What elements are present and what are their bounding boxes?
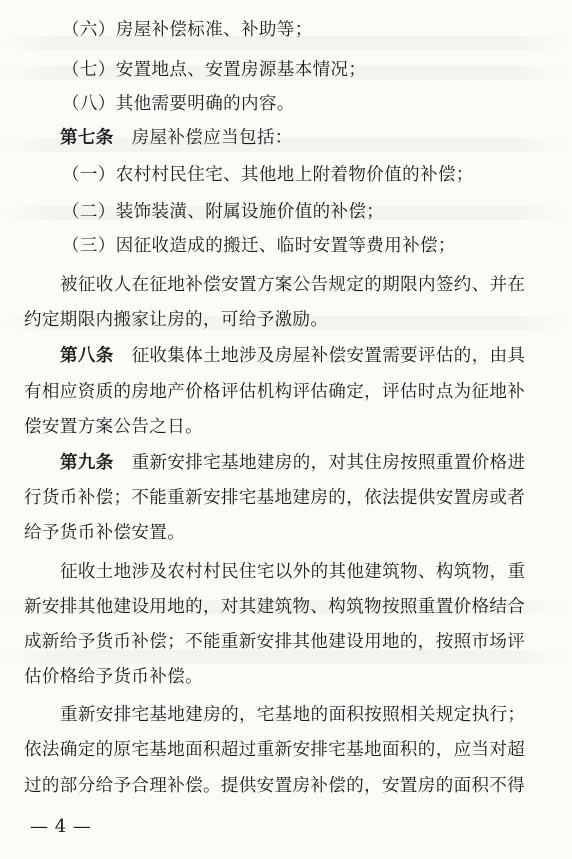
text-line xyxy=(62,60,366,82)
line-text: （三）因征收造成的搬迁、临时安置等费用补偿； xyxy=(62,236,456,256)
line-text: 房屋补偿应当包括： xyxy=(113,128,293,148)
article-number: 第八条 xyxy=(60,346,114,366)
article-heading-line xyxy=(60,453,525,475)
page-number: — 4 — xyxy=(30,816,92,837)
line-text: 依法确定的原宅基地面积超过重新安排宅基地面积的，应当对超 xyxy=(24,740,526,760)
text-line xyxy=(24,417,203,439)
text-line xyxy=(24,776,525,798)
line-text: 重新安排宅基地建房的，宅基地的面积按照相关规定执行； xyxy=(60,705,526,725)
text-line xyxy=(24,523,185,545)
text-line xyxy=(24,740,525,762)
text-line xyxy=(60,705,525,727)
line-text: 重新安排宅基地建房的，对其住房按照重置价格进 xyxy=(113,453,526,473)
line-text: （八）其他需要明确的内容。 xyxy=(62,94,295,114)
text-line xyxy=(62,165,474,187)
line-text: 约定期限内搬家让房的，可给予激励。 xyxy=(24,310,329,330)
line-text: 新安排其他建设用地的，对其建筑物、构筑物按照重置价格结合 xyxy=(24,597,526,617)
line-text: 估价格给予货币补偿。 xyxy=(24,667,203,687)
text-line xyxy=(24,667,203,689)
text-line xyxy=(24,382,525,404)
line-text: 征收集体土地涉及房屋补偿安置需要评估的，由具 xyxy=(113,346,526,366)
line-text: 征收土地涉及农村村民住宅以外的其他建筑物、构筑物，重 xyxy=(60,562,526,582)
line-text: 过的部分给予合理补偿。提供安置房补偿的，安置房的面积不得 xyxy=(24,776,526,796)
text-line xyxy=(62,20,313,42)
article-heading-line xyxy=(60,346,525,368)
text-line xyxy=(62,236,456,258)
article-heading-line xyxy=(60,128,293,150)
text-line xyxy=(62,202,384,224)
line-text: （六）房屋补偿标准、补助等； xyxy=(62,20,313,40)
text-line xyxy=(24,597,525,619)
text-line xyxy=(60,275,525,297)
text-line xyxy=(24,310,328,332)
line-text: 行货币补偿；不能重新安排宅基地建房的，依法提供安置房或者 xyxy=(24,488,526,508)
text-line xyxy=(24,632,525,654)
line-text: 偿安置方案公告之日。 xyxy=(24,417,203,437)
text-line xyxy=(62,94,295,116)
line-text: （七）安置地点、安置房源基本情况； xyxy=(62,60,367,80)
line-text: （二）装饰装潢、附属设施价值的补偿； xyxy=(62,202,385,222)
line-text: （一）农村村民住宅、其他地上附着物价值的补偿； xyxy=(62,165,474,185)
line-text: 有相应资质的房地产价格评估机构评估确定，评估时点为征地补 xyxy=(24,382,526,402)
line-text: 给予货币补偿安置。 xyxy=(24,523,186,543)
line-text: 被征收人在征地补偿安置方案公告规定的期限内签约、并在 xyxy=(60,275,526,295)
text-line xyxy=(60,562,525,584)
article-number: 第七条 xyxy=(60,128,114,148)
text-line xyxy=(24,488,525,510)
article-number: 第九条 xyxy=(60,453,114,473)
line-text: 成新给予货币补偿；不能重新安排其他建设用地的，按照市场评 xyxy=(24,632,526,652)
